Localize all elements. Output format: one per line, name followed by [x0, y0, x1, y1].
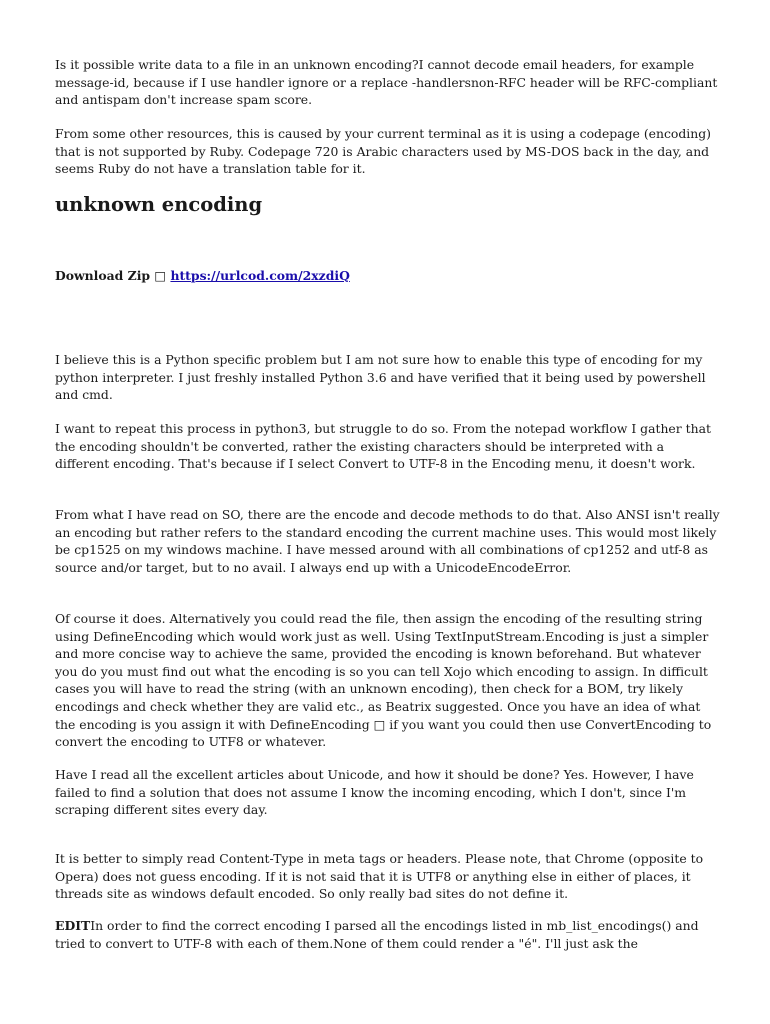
edit-label: EDIT	[55, 918, 91, 933]
paragraph-python-problem: I believe this is a Python specific problem but I am not sure how to enable this type of encoding for my python interpreter. I just freshly installed Python 3.6 and have verified that it being used by powershell and cmd.	[55, 352, 706, 403]
edit-text: In order to find the correct encoding I parsed all the encodings listed in mb_list_encodings() and tried to convert to UTF-8 with each of them.None of them could render a "é". I'll just ask the	[55, 918, 699, 951]
paragraph-python3: I want to repeat this process in python3, but struggle to do so. From the notepad workflow I gather that the encoding shouldn't be converted, rather the existing characters should be interpreted with a different encoding. That's because if I select Convert to UTF-8 in the Encoding menu, it doesn't work.	[55, 421, 711, 472]
paragraph-unicode-articles: Have I read all the excellent articles about Unicode, and how it should be done? Yes. However, I have failed to find a solution that does not assume I know the incoming encoding, which I don't, since I'm scraping different sites every day.	[55, 767, 694, 818]
paragraph-content-type: It is better to simply read Content-Type in meta tags or headers. Please note, that Chrome (opposite to Opera) does not guess encoding. If it is not said that it is UTF8 or anything else in either of places, it threads site as windows default encoded. So only really bad sites do not define it.	[55, 851, 704, 902]
section-heading: unknown encoding	[55, 193, 263, 216]
download-line	[55, 267, 350, 285]
paragraph-intro: Is it possible write data to a file in an unknown encoding?I cannot decode email headers, for example message-id, because if I use handler ignore or a replace -handlersnon-RFC header will be RFC-compliant and antispam don't increase spam score.	[55, 57, 718, 108]
paragraph-encode-decode: From what I have read on SO, there are the encode and decode methods to do that. Also ANSI isn't really an encoding but rather refers to the standard encoding the current machine uses. This would most likely be cp1525 on my windows machine. I have messed around with all combinations of cp1252 and utf-8 as source and/or target, but to no avail. I always end up with a UnicodeEncodeError.	[55, 507, 720, 575]
download-label: Download Zip	[55, 268, 151, 283]
paragraph-codepage: From some other resources, this is caused by your current terminal as it is using a codepage (encoding) that is not supported by Ruby. Codepage 720 is Arabic characters used by MS-DOS back in the day, and seems Ruby do not have a translation table for it.	[55, 126, 712, 177]
arrow-glyph-icon: □	[154, 268, 167, 283]
paragraph-edit	[55, 917, 720, 952]
download-link[interactable]: https://urlcod.com/2xzdiQ	[170, 268, 350, 283]
paragraph-define-encoding: Of course it does. Alternatively you could read the file, then assign the encoding of the resulting string using DefineEncoding which would work just as well. Using TextInputStream.Encoding is just a simpler and more concise way to achieve the same, provided the encoding is known beforehand. But whatever you do you must find out what the encoding is so you can tell Xojo which encoding to assign. In difficult cases you will have to read the string (with an unknown encoding), then check for a BOM, try likely encodings and check whether they are valid etc., as Beatrix suggested. Once you have an idea of what the encoding is you assign it with DefineEncoding □ if you want you could then use ConvertEncoding to convert the encoding to UTF8 or whatever.	[55, 611, 712, 750]
